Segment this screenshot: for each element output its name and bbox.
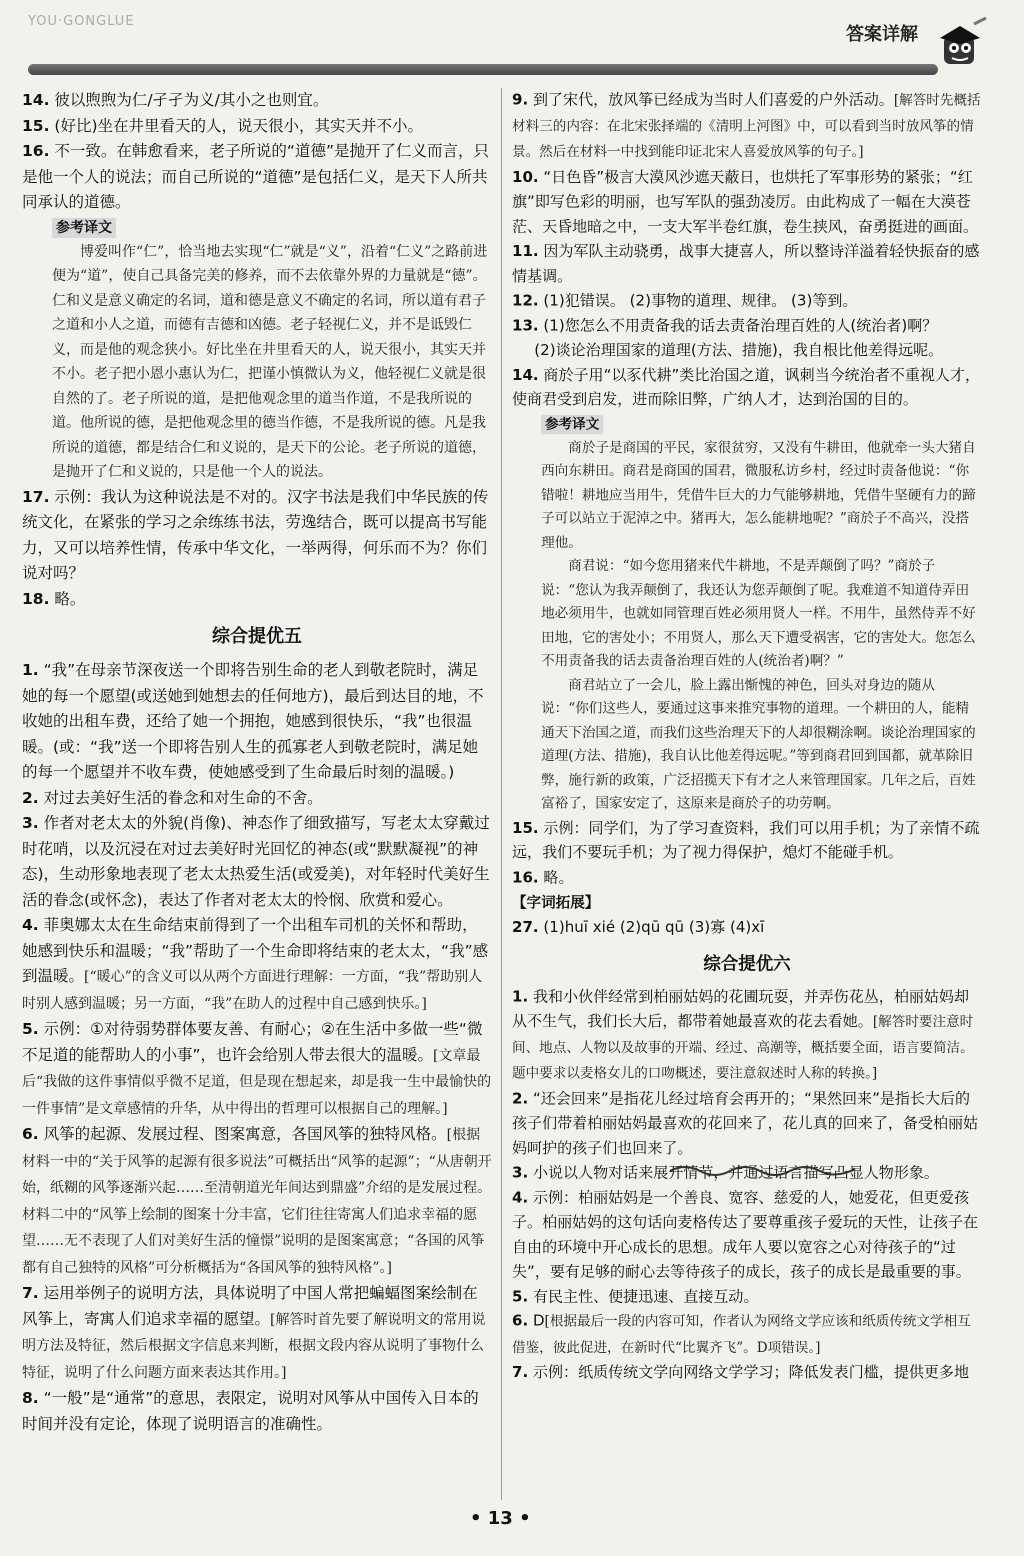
answer-text: 示例：我认为这种说法是不对的。汉字书法是我们中华民族的传统文化，在紧张的学习之余练练书法，劳逸结合，既可以提高书写能力，又可以培养性情，传承中华文化，一举两得，何乐而不为？你们说对吗？ bbox=[22, 487, 489, 582]
question-number: 15. bbox=[512, 818, 539, 837]
question-number: 2. bbox=[22, 788, 39, 807]
question-item bbox=[512, 88, 982, 165]
answer-note: [根据最后一段的内容可知，作者认为网络文学应该和纸质传统文学相互借鉴，彼此促进，在新时代“比翼齐飞”。D项错误。] bbox=[512, 1314, 971, 1356]
question-number: 13. bbox=[512, 316, 539, 334]
answer-text: D bbox=[532, 1312, 545, 1330]
reference-translation-text: 博爱叫作“仁”，恰当地去实现“仁”就是“义”，沿着“仁义”之路前进便为“道”，使自己具备完美的修养，而不去依靠外界的力量就是“德”。仁和义是意义确定的名词，道和德是意义不确定的名词，所以道有君子之道和小人之道，而德有吉德和凶德。老子轻视仁义，并不是诋毁仁义，而是他的观念狭小。好比坐在井里看天的人，说天很小，其实天并不小。老子把小恩小惠认为仁，把谨小慎微认为义，他轻视仁义就是很自然的了。老子所说的道，是把他观念里的道当作道，不是我所说的道。他所说的德，是把他观念里的德当作德，不是我所说的德。凡是我所说的道德，都是结合仁和义说的，是天下的公论。老子所说的道德，是抛开了仁和义说的，只是他一个人的说法。 bbox=[52, 243, 488, 480]
question-item bbox=[512, 314, 982, 339]
question-number: 4. bbox=[512, 1188, 529, 1206]
answer-text: 菲奥娜太太在生命结束前得到了一个出租车司机的关怀和帮助，她感到快乐和温暖；“我”帮助了一个生命即将结束的老太太，“我”感到温暖。 bbox=[22, 916, 489, 985]
question-item bbox=[22, 658, 492, 786]
question-number: 14. bbox=[512, 365, 539, 384]
answer-text: 彼以煦煦为仁/孑孑为义/其小之也则宜。 bbox=[54, 91, 329, 109]
page-number: • 13 • bbox=[470, 1508, 531, 1529]
question-number: 17. bbox=[22, 487, 50, 506]
page-header bbox=[0, 0, 1024, 84]
question-item bbox=[512, 985, 982, 1087]
answer-text: 示例：纸质传统文学向网络文学学习；降低发表门槛，提供更多地 bbox=[532, 1363, 970, 1382]
answer-text: (好比)坐在井里看天的人，说天很小，其实天并不小。 bbox=[54, 116, 424, 135]
mascot-icon bbox=[930, 14, 990, 74]
question-number: 1. bbox=[512, 987, 529, 1006]
answer-note: [解答时要注意时间、地点、人物以及故事的开端、经过、高潮等，概括要全面，语言要简洁。题中要求以麦格女儿的口吻概述，要注意叙述时人称的转换。] bbox=[512, 1014, 974, 1082]
question-number: 6. bbox=[22, 1125, 39, 1143]
answer-text: (1)犯错误。 (2)事物的道理、规律。 (3)等到。 bbox=[543, 291, 858, 310]
answer-text: 略。 bbox=[54, 589, 86, 608]
question-number: 12. bbox=[512, 291, 539, 310]
question-number: 15. bbox=[22, 116, 50, 135]
answer-note: [解答时先概括材料三的内容：在北宋张择端的《清明上河图》中，可以看到当时放风筝的情景。然后在材料一中找到能印证北宋人喜爱放风筝的句子。] bbox=[512, 92, 981, 160]
question-item bbox=[22, 1017, 492, 1122]
question-item bbox=[512, 239, 982, 288]
question-number: 3. bbox=[22, 814, 39, 832]
answer-text: 小说以人物对话来展开情节，并通过语言描写凸显人物形象。 bbox=[532, 1163, 939, 1182]
question-item bbox=[512, 816, 982, 865]
question-number: 7. bbox=[22, 1284, 39, 1302]
question-number: 18. bbox=[22, 589, 50, 608]
question-number: 8. bbox=[22, 1389, 39, 1407]
answer-text: 我和小伙伴经常到柏丽姑妈的花圃玩耍，并弄伤花丛，柏丽姑妈却从不生气，我们长大后，都带着她最喜欢的花去看她。 bbox=[512, 987, 970, 1030]
question-number: 10. bbox=[512, 168, 539, 186]
reference-translation-paragraph: 商君说：“如今您用猪来代牛耕地，不是弄颠倒了吗？”商於子说：“您认为我弄颠倒了，我还认为您弄颠倒了呢。我难道不知道侍弄田地必须用牛，也就如同管理百姓必须用贤人一样。不用牛，虽然侍弄不好田地，它的害处小；不用贤人，那么天下遭受祸害，它的害处大。您怎么不用责备我的话去责备治理百姓的人(统治者)啊？” bbox=[541, 558, 976, 670]
answer-text: 略。 bbox=[543, 868, 574, 886]
question-number: 3. bbox=[512, 1163, 529, 1182]
answer-text: (1)huī xié (2)qū qū (3)寡 (4)xī bbox=[543, 918, 765, 936]
header-bar bbox=[28, 64, 938, 75]
question-item bbox=[22, 485, 492, 587]
answer-text: 示例：柏丽姑妈是一个善良、宽容、慈爱的人，她爱花，但更爱孩子。柏丽姑妈的这句话向麦格传达了要尊重孩子爱玩的天性，让孩子在自由的环境中开心成长的思想。成年人要以宽容之心对待孩子的“过失”，要有足够的耐心去等待孩子的成长，孩子的成长是最重要的事。 bbox=[512, 1188, 979, 1281]
section-title-6: 综合提优六 bbox=[703, 953, 791, 975]
question-number: 16. bbox=[22, 142, 50, 160]
reference-translation-tag: 参考译文 bbox=[52, 218, 116, 238]
answer-text: 风筝的起源、发展过程、图案寓意，各国风筝的独特风格。 bbox=[43, 1125, 447, 1143]
answer-note: [文章最后“我做的这件事情似乎微不足道，但是现在想起来，却是我一生中最愉快的一件事情”是文章感情的升华，从中得出的哲理可以根据自己的理解。] bbox=[22, 1047, 492, 1117]
answer-text: (1)您怎么不用责备我的话去责备治理百姓的人(统治者)啊？ bbox=[543, 316, 938, 334]
answer-text: 对过去美好生活的眷念和对生命的不舍。 bbox=[43, 788, 323, 807]
question-item bbox=[22, 88, 492, 114]
answer-text: 运用举例子的说明方法，具体说明了中国人常把蝙蝠图案绘制在风筝上，寄寓人们追求幸福的愿望。 bbox=[22, 1284, 478, 1328]
question-number: 1. bbox=[22, 661, 39, 679]
question-item bbox=[512, 1361, 982, 1386]
answer-note: [“暖心”的含义可以从两个方面进行理解：一方面，“我”帮助别人时别人感到温暖；另一方面，“我”在助人的过程中自己感到快乐。] bbox=[22, 969, 483, 1012]
question-number: 5. bbox=[22, 1020, 39, 1038]
question-item bbox=[22, 1386, 492, 1437]
answer-note: [根据材料一中的“关于风筝的起源有很多说法”可概括出“风筝的起源”；“从唐朝开始，纸糊的风筝逐渐兴起……至清朝道光年间达到鼎盛”介绍的是发展过程。材料二中的“风筝上绘制的图案十分丰富，它们往往寄寓人们追求幸福的愿望……无不表现了人们对美好生活的憧憬”说明的是图案寓意；“各国的风筝都有自己独特的风格”可分析概括为“各国风筝的独特风格”。] bbox=[22, 1127, 492, 1276]
question-number: 14. bbox=[22, 91, 50, 109]
section-title-5: 综合提优五 bbox=[212, 626, 302, 647]
question-number: 5. bbox=[512, 1287, 529, 1305]
header-title: 答案详解 bbox=[846, 24, 918, 45]
question-item bbox=[22, 1281, 492, 1386]
answer-text: 到了宋代，放风筝已经成为当时人们喜爱的户外活动。 bbox=[532, 90, 894, 109]
column-divider bbox=[501, 88, 502, 1500]
brand-label: YOU·GONGLUE bbox=[28, 14, 135, 29]
right-column bbox=[512, 88, 982, 1385]
answer-text: “我”在母亲节深夜送一个即将告别生命的老人到敬老院时，满足她的每一个愿望(或送她到她想去的任何地方)，最后到达目的地，不收她的出租车费，还给了她一个拥抱，她感到很快乐，“我”也很温暖。(或：“我”送一个即将告别人生的孤寡老人到敬老院时，满足她的每一个愿望并不收车费，使她感受到了生命最后时刻的温暖。) bbox=[22, 661, 484, 781]
question-number: 11. bbox=[512, 242, 539, 260]
answer-text: “一般”是“通常”的意思，表限定，说明对风筝从中国传入日本的时间并没有定论，体现了说明语言的准确性。 bbox=[22, 1389, 479, 1433]
question-item bbox=[22, 786, 492, 812]
question-item bbox=[512, 1309, 982, 1360]
question-item bbox=[512, 865, 982, 890]
answer-text: 作者对老太太的外貌(肖像)、神态作了细致描写，写老太太穿戴过时花哨，以及沉浸在对过去美好时光回忆的神态(或“默默凝视”的神态)，生动形象地表现了老太太热爱生活(或爱美)，对年轻时代美好生活的眷念(或怀念)，表达了作者对老太太的怜悯、欣赏和爱心。 bbox=[22, 814, 490, 909]
question-item bbox=[512, 338, 982, 363]
question-number: 6. bbox=[512, 1312, 529, 1330]
question-number: 7. bbox=[512, 1363, 529, 1382]
answer-text: 不一致。在韩愈看来，老子所说的“道德”是抛开了仁义而言，只是他一个人的说法；而自己所说的“道德”是包括仁义，是天下人所共同承认的道德。 bbox=[22, 142, 489, 211]
answer-text: (2)谈论治理国家的道理(方法、措施)，我自根比他差得远呢。 bbox=[534, 341, 944, 359]
question-number: 9. bbox=[512, 90, 529, 109]
question-item bbox=[22, 1122, 492, 1281]
question-item bbox=[512, 1087, 982, 1161]
answer-text: “日色昏”极言大漠风沙遮天蔽日，也烘托了军事形势的紧张；“红旗”即写色彩的明丽，也写军队的强劲凌厉。由此构成了一幅在大漠苍茫、天昏地暗之中，一支大军半卷红旗，卷生挟风，奋勇挺进的画面。 bbox=[512, 168, 979, 235]
reference-translation-paragraph: 商君站立了一会儿，脸上露出惭愧的神色，回头对身边的随从说：“你们这些人，要通过这事来推究事物的道理。一个耕田的人，能精通天下治国之道，而我们这些治理天下的人却很糊涂啊。谈论治理国家的道理(方法、措施)，我自认比他差得远呢。”等到商君回到国都，就革除旧弊，施行新的政策，广泛招揽天下有才之人来管理国家。几年之后，百姓富裕了，国家安定了，这原来是商於子的功劳啊。 bbox=[541, 677, 976, 812]
question-item bbox=[22, 114, 492, 140]
question-item bbox=[22, 139, 492, 216]
question-number: 16. bbox=[512, 868, 539, 886]
question-number: 4. bbox=[22, 916, 39, 934]
question-item bbox=[512, 915, 982, 940]
question-item bbox=[512, 1284, 982, 1309]
answer-text: 有民主性、便捷迅速、直接互动。 bbox=[532, 1287, 759, 1305]
answer-note: [解答时首先要了解说明文的常用说明方法及特征，然后根据文字信息来判断，根据文段内容从说明了事物什么特征，说明了什么问题方面来表达其作用。] bbox=[22, 1311, 486, 1381]
answer-text: 商於子用“以豕代耕”类比治国之道，讽刺当今统治者不重视人才，使商君受到启发，进而除旧弊，广纳人才，达到治国的目的。 bbox=[512, 365, 980, 409]
question-item bbox=[22, 913, 492, 1017]
question-item bbox=[512, 363, 982, 412]
question-item bbox=[22, 587, 492, 613]
handwritten-scribble bbox=[665, 1159, 865, 1179]
answer-text: 因为军队主动骁勇，战事大捷喜人，所以整诗洋溢着轻快振奋的感情基调。 bbox=[512, 242, 980, 285]
question-item bbox=[512, 1186, 982, 1285]
answer-text: 示例：①对待弱势群体要友善、有耐心；②在生活中多做一些“微不足道的能帮助人的小事”，也许会给别人带去很大的温暖。 bbox=[22, 1020, 483, 1064]
left-column bbox=[22, 88, 492, 1437]
question-item bbox=[22, 811, 492, 913]
answer-text: 示例：同学们，为了学习查资料，我们可以用手机；为了亲情不疏远，我们不要玩手机；为了视力得保护，熄灯不能碰手机。 bbox=[512, 818, 980, 862]
question-item bbox=[512, 289, 982, 314]
question-item bbox=[512, 165, 982, 239]
reference-translation-tag: 参考译文 bbox=[541, 414, 603, 433]
answer-text: “还会回来”是指花儿经过培育会再开的；“果然回来”是指长大后的孩子们带着柏丽姑妈最喜欢的花回来了，花儿真的回来了，备受柏丽姑妈呵护的孩子们也回来了。 bbox=[512, 1089, 979, 1157]
word-extension-label: 【字词拓展】 bbox=[512, 894, 600, 912]
question-number: 27. bbox=[512, 918, 539, 936]
reference-translation-paragraph: 商於子是商国的平民，家很贫穷，又没有牛耕田，他就牵一头大猪自西向东耕田。商君是商国的国君，微服私访乡村，经过时责备他说：“你错啦！耕地应当用牛，凭借牛巨大的力气能够耕地，凭借牛坚硬有力的蹄子可以站立于泥淖之中。猪再大，怎么能耕地呢？”商於子不高兴，没搭理他。 bbox=[541, 439, 976, 551]
question-number: 2. bbox=[512, 1089, 529, 1107]
